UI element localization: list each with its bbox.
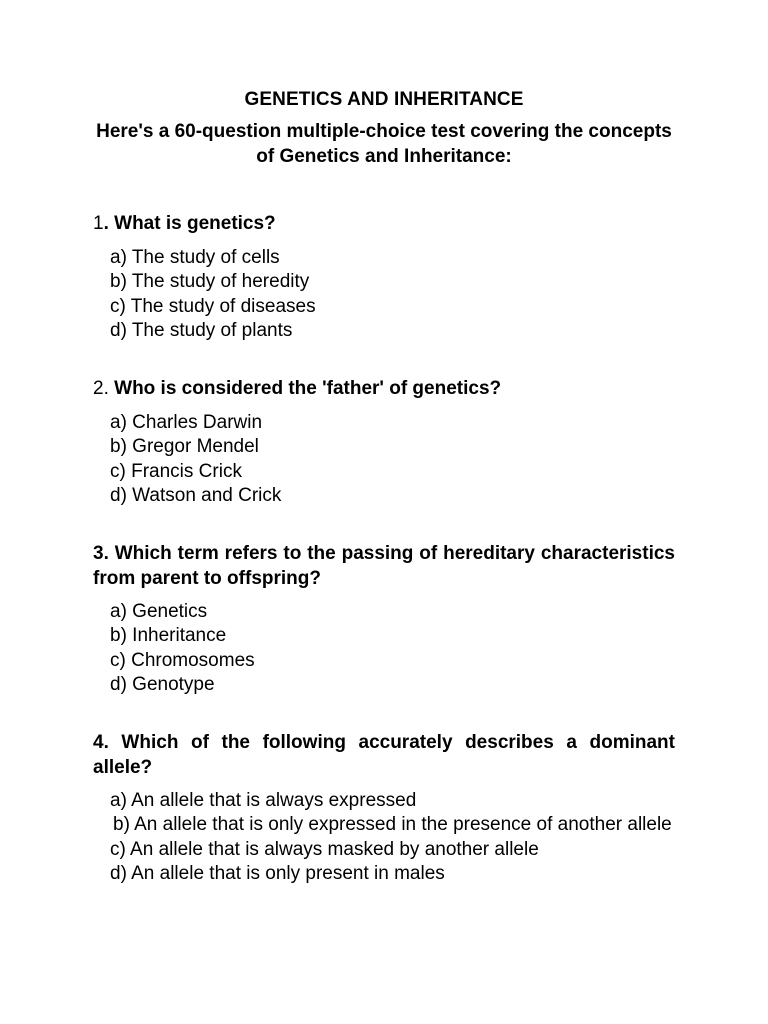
question-text: Who is considered the 'father' of genetics?: [108, 378, 502, 399]
option-d: d) The study of plants: [110, 319, 293, 341]
option-b: b) The study of heredity: [110, 271, 310, 293]
question-4-options: [93, 789, 683, 886]
option-c: c) An allele that is always masked by another allele: [110, 838, 539, 860]
question-3-options: [93, 600, 683, 697]
option-c: c) Chromosomes: [110, 649, 255, 671]
document-intro: Here's a 60-question multiple-choice test covering the concepts of Genetics and Inheritance:: [96, 121, 672, 167]
option-d: d) An allele that is only present in males: [110, 862, 445, 884]
question-number: 1: [93, 213, 104, 234]
option-b: b) Inheritance: [110, 625, 227, 647]
question-2: [93, 377, 675, 402]
question-2-options: [93, 411, 683, 508]
option-b: b) Gregor Mendel: [110, 436, 259, 458]
option-c: c) Francis Crick: [110, 460, 242, 482]
question-text: Which of the following accurately describes a dominant allele?: [93, 732, 675, 778]
question-1-options: [93, 246, 683, 343]
question-4: [93, 731, 675, 780]
question-text: . What is genetics?: [103, 213, 276, 234]
question-number: 3.: [93, 543, 109, 564]
document-title: GENETICS AND INHERITANCE: [244, 89, 524, 110]
option-a: a) An allele that is always expressed: [110, 790, 417, 811]
option-c: c) The study of diseases: [110, 295, 316, 317]
option-a: a) Charles Darwin: [110, 412, 263, 433]
question-3: [93, 542, 675, 591]
option-a: a) The study of cells: [110, 247, 280, 268]
option-d: d) Genotype: [110, 673, 215, 695]
question-number: 2.: [93, 378, 109, 399]
question-text: Which term refers to the passing of hereditary characteristics from parent to offspring?: [93, 543, 675, 589]
question-1: [93, 212, 675, 237]
question-number: 4.: [93, 732, 109, 753]
option-d: d) Watson and Crick: [110, 484, 282, 506]
option-a: a) Genetics: [110, 601, 208, 622]
option-b: b) An allele that is only expressed in the presence of another allele: [113, 814, 672, 836]
